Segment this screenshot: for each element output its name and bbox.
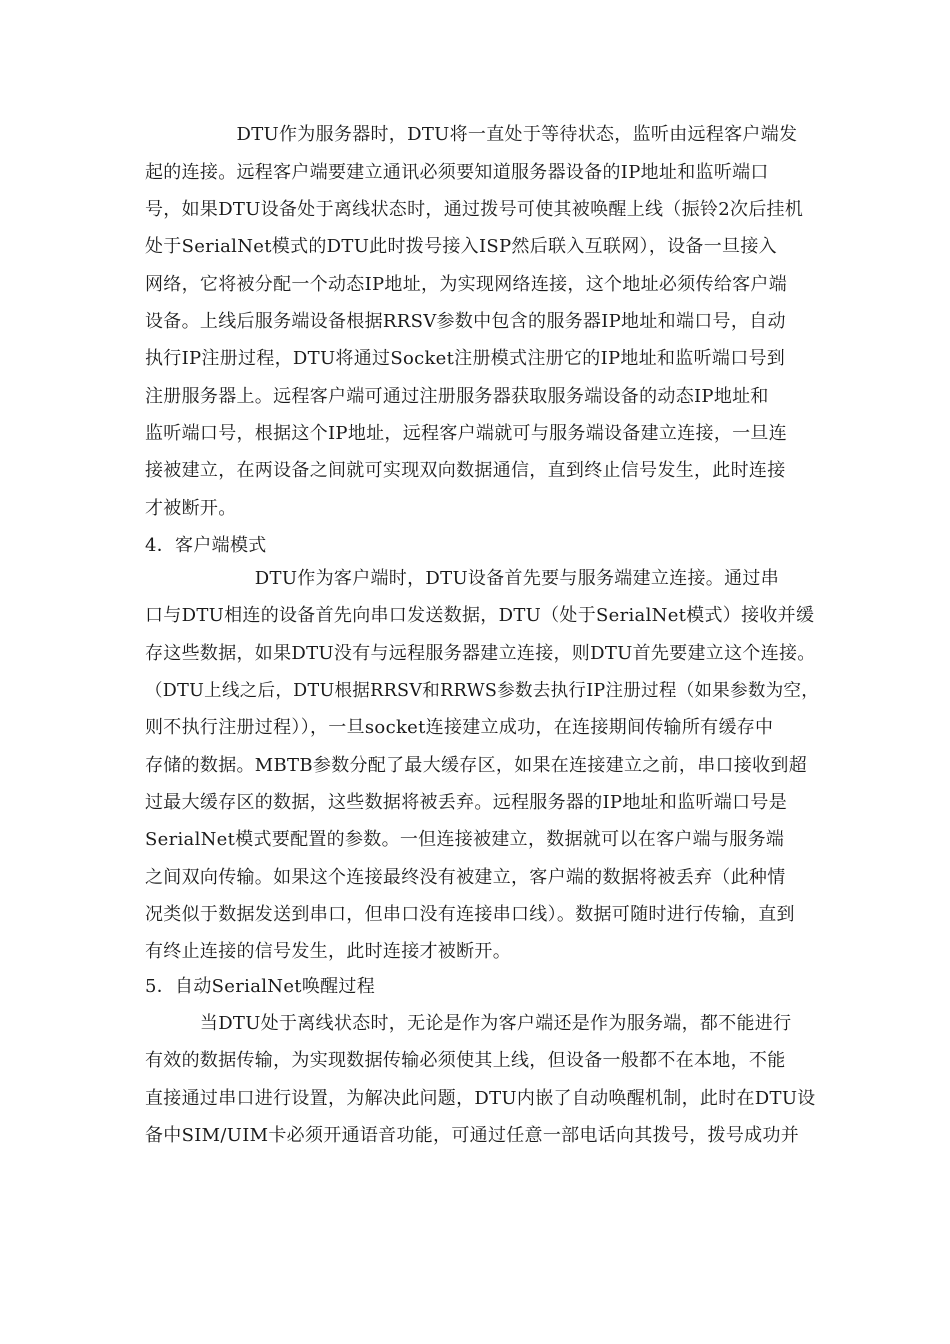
text-line: 过最大缓存区的数据，这些数据将被丢弃。远程服务器的IP地址和监听端口号是 [145, 792, 788, 813]
text-line: 口与DTU相连的设备首先向串口发送数据，DTU（处于SerialNet模式）接收并缓 [145, 605, 815, 626]
text-line: 监听端口号，根据这个IP地址，远程客户端就可与服务端设备建立连接，一旦连 [145, 423, 788, 444]
text-line: 直接通过串口进行设置，为解决此问题，DTU内嵌了自动唤醒机制，此时在DTU设 [145, 1088, 816, 1109]
text-line: 网络，它将被分配一个动态IP地址，为实现网络连接，这个地址必须传给客户端 [145, 274, 788, 295]
text-line: 当DTU处于离线状态时，无论是作为客户端还是作为服务端，都不能进行 [145, 1013, 792, 1034]
text-line: 存这些数据，如果DTU没有与远程服务器建立连接，则DTU首先要建立这个连接。 [145, 643, 816, 664]
text-line: DTU作为客户端时，DTU设备首先要与服务端建立连接。通过串 [145, 568, 780, 589]
section-heading: 5．自动SerialNet唤醒过程 [145, 976, 376, 997]
text-line: 况类似于数据发送到串口，但串口没有连接串口线）。数据可随时进行传输，直到 [145, 904, 795, 925]
text-line: 才被断开。 [145, 498, 237, 519]
text-line: SerialNet模式要配置的参数。一但连接被建立，数据就可以在客户端与服务端 [145, 829, 785, 850]
text-line: DTU作为服务器时，DTU将一直处于等待状态，监听由远程客户端发 [145, 124, 798, 145]
text-line: 接被建立，在两设备之间就可实现双向数据通信，直到终止信号发生，此时连接 [145, 460, 786, 481]
text-line: 设备。上线后服务端设备根据RRSV参数中包含的服务器IP地址和端口号，自动 [145, 311, 786, 332]
text-line: 存储的数据。MBTB参数分配了最大缓存区，如果在连接建立之前，串口接收到超 [145, 755, 807, 776]
text-line: 处于SerialNet模式的DTU此时拨号接入ISP然后联入互联网），设备一旦接入 [145, 236, 777, 257]
text-line: 起的连接。远程客户端要建立通讯必须要知道服务器设备的IP地址和监听端口 [145, 162, 769, 183]
text-line: 备中SIM/UIM卡必须开通语音功能，可通过任意一部电话向其拨号，拨号成功并 [145, 1125, 800, 1146]
text-line: 之间双向传输。如果这个连接最终没有被建立，客户端的数据将被丢弃（此种情 [145, 867, 786, 888]
text-line: 注册服务器上。远程客户端可通过注册服务器获取服务端设备的动态IP地址和 [145, 386, 769, 407]
text-line: 执行IP注册过程，DTU将通过Socket注册模式注册它的IP地址和监听端口号到 [145, 348, 786, 369]
text-line: 有终止连接的信号发生，此时连接才被断开。 [145, 941, 511, 962]
text-line: （DTU上线之后，DTU根据RRSV和RRWS参数去执行IP注册过程（如果参数为空， [145, 681, 820, 701]
text-line: 号，如果DTU设备处于离线状态时，通过拨号可使其被唤醒上线（振铃2次后挂机 [145, 199, 804, 220]
section-heading: 4．客户端模式 [145, 535, 267, 556]
text-line: 有效的数据传输，为实现数据传输必须使其上线，但设备一般都不在本地，不能 [145, 1050, 786, 1071]
text-line: 则不执行注册过程）），一旦socket连接建立成功，在连接期间传输所有缓存中 [145, 717, 774, 738]
